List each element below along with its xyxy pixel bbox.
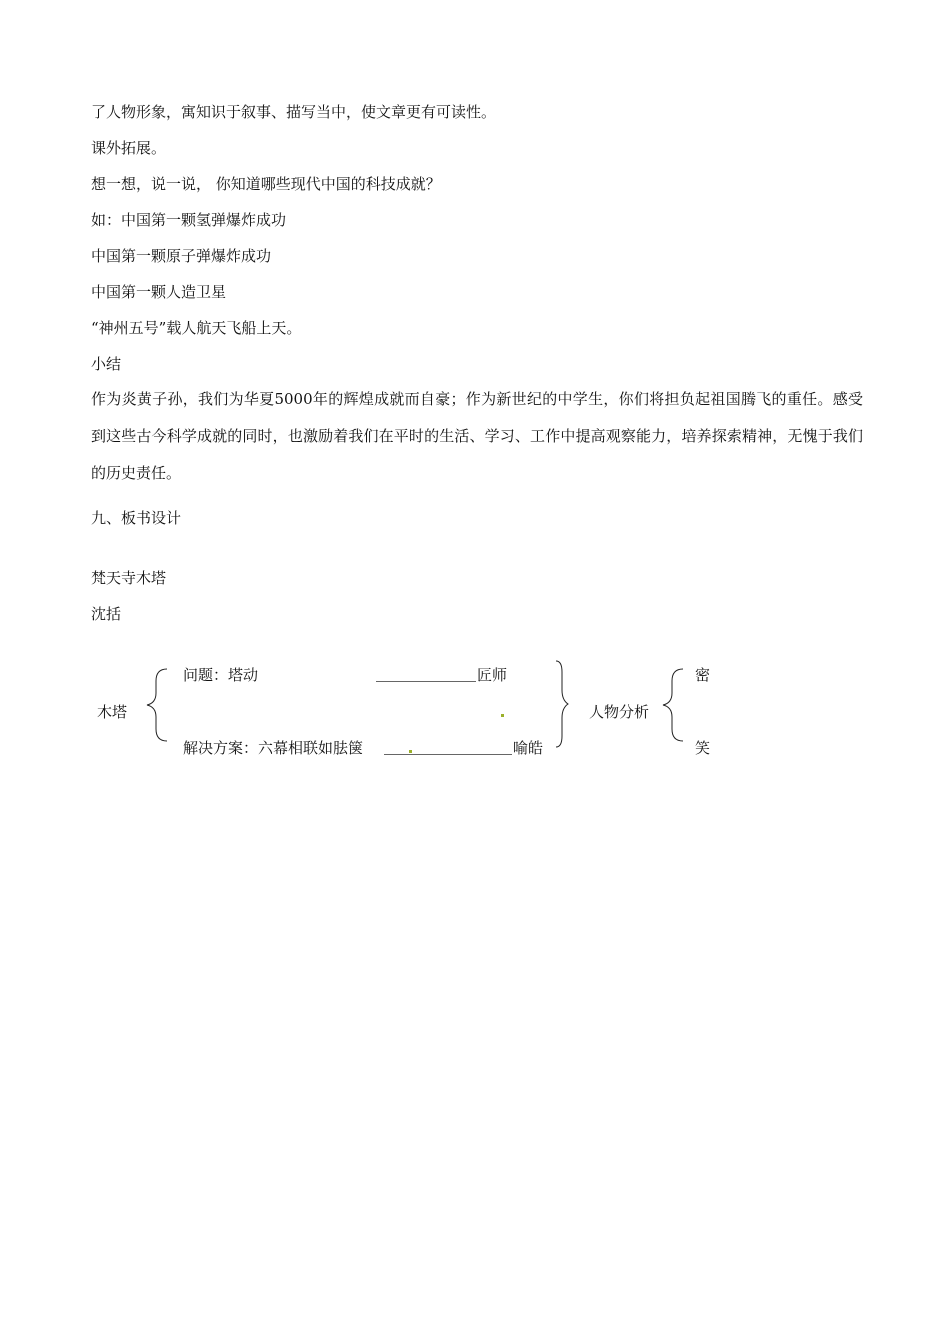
blank-line: [376, 667, 476, 682]
board-trait: 密: [695, 666, 711, 684]
mark-dot: [409, 750, 412, 753]
board-solution-person: 喻皓: [513, 739, 544, 757]
text-line: 小结: [91, 355, 122, 373]
blank-line: [384, 740, 512, 755]
summary-paragraph: 作为炎黄子孙，我们为华夏5000年的辉煌成就而自豪；作为新世纪的中学生，你们将担负起祖国腾飞的重任。感受到这些古今科学成就的同时，也激励着我们在平时的生活、学习、工作中提高观察能力，培养探索精神，无愧于我们的历史责任。: [91, 390, 863, 482]
board-trait: 笑: [695, 739, 711, 757]
text-line: 中国第一颗人造卫星: [91, 283, 227, 301]
board-analysis-label: 人物分析: [589, 703, 650, 721]
board-title: 梵天寺木塔: [91, 569, 167, 587]
text-line: 如：中国第一颗氢弹爆炸成功: [91, 211, 287, 229]
mark-dot: [501, 714, 504, 717]
board-left-label: 木塔: [97, 703, 128, 721]
board-problem: 问题：塔动: [183, 666, 259, 684]
text-line: 想一想，说一说， 你知道哪些现代中国的科技成就？: [91, 175, 441, 193]
left-brace: [147, 669, 167, 741]
right-brace: [556, 661, 568, 747]
board-solution: 解决方案：六幕相联如胠箧: [183, 739, 364, 757]
analysis-brace: [663, 669, 683, 741]
text-line: 了人物形象，寓知识于叙事、描写当中，使文章更有可读性。: [91, 103, 497, 121]
board-author: 沈括: [91, 605, 122, 623]
text-line: 课外拓展。: [91, 139, 167, 157]
section-heading: 九、板书设计: [91, 509, 182, 527]
board-problem-person: 匠师: [477, 666, 508, 684]
text-line: 中国第一颗原子弹爆炸成功: [91, 247, 272, 265]
text-line: “神州五号”载人航天飞船上天。: [91, 319, 302, 337]
